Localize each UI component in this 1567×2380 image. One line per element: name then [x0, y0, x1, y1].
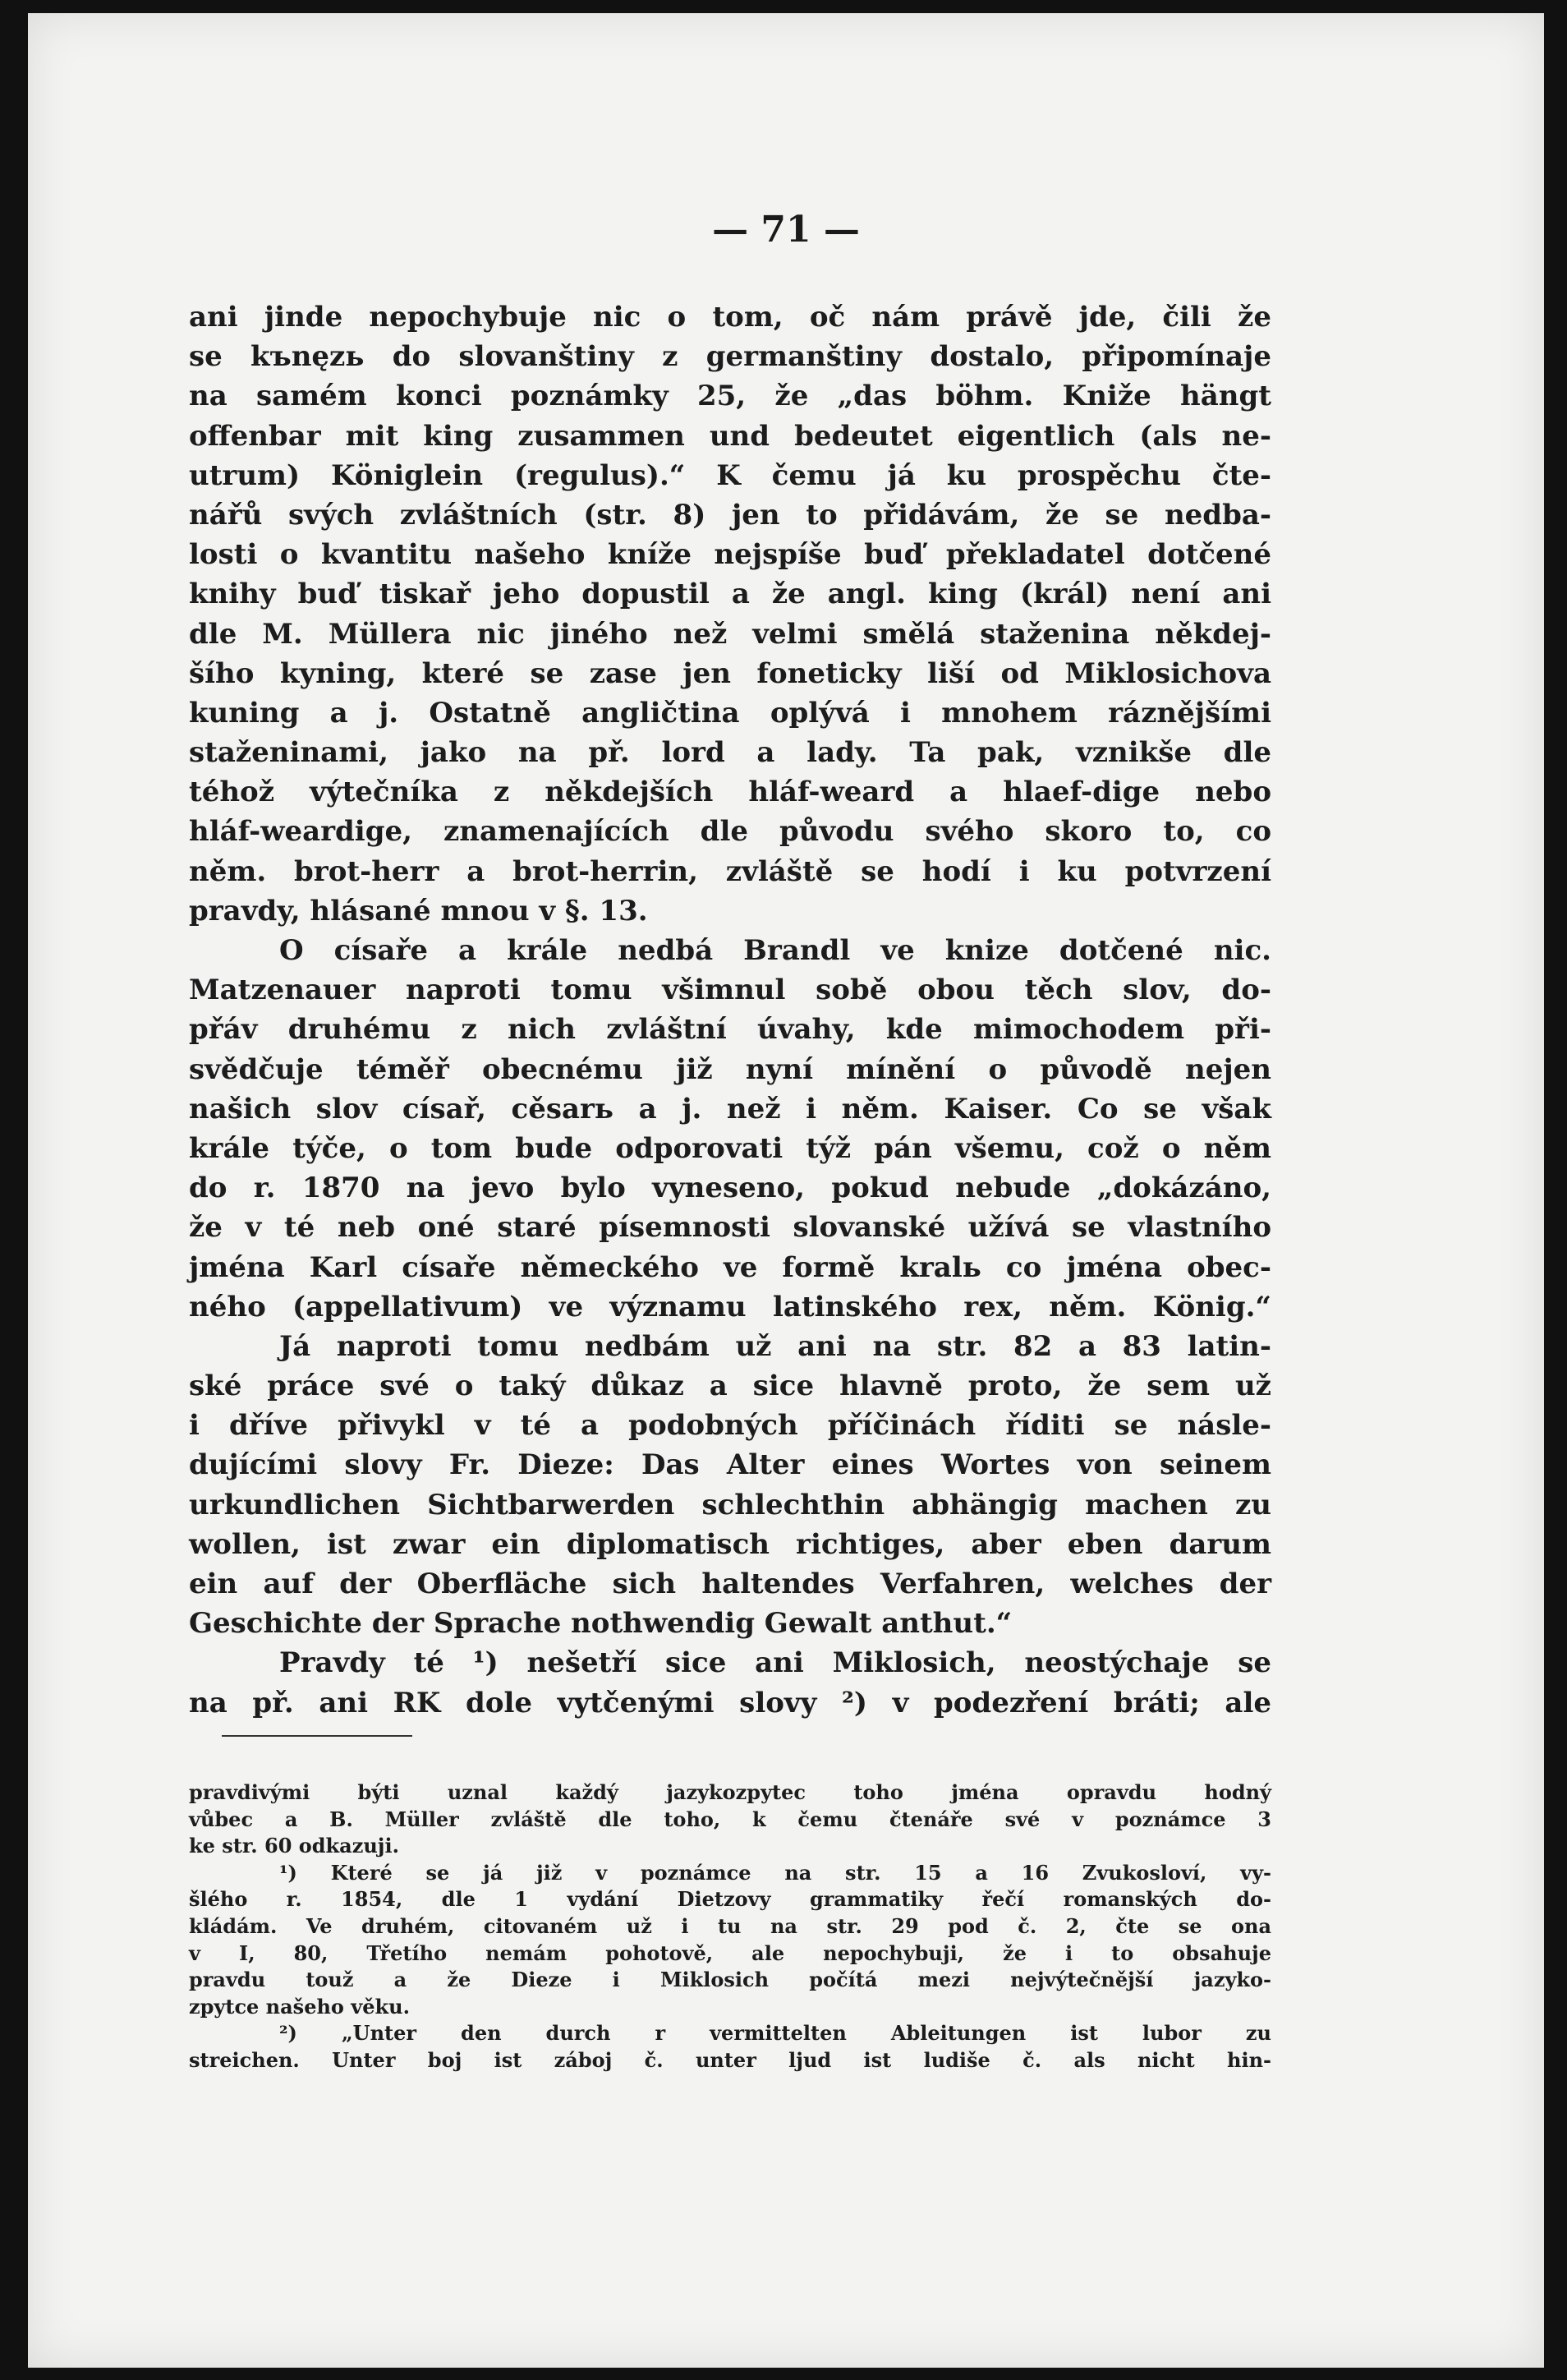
footnote-line: streichen. Unter boj ist záboj č. unter ljud ist ludiše č. als nicht hin-	[189, 2047, 1271, 2072]
footnote-separator	[222, 1735, 412, 1737]
page-number: — 71 —	[712, 209, 860, 251]
body-text-line: Pravdy té ¹) nešetří sice ani Miklosich, neostýchaje se	[279, 1646, 1271, 1680]
body-text-line: svědčuje téměř obecnému již nyní mínění o původě nejen	[189, 1052, 1271, 1086]
body-text-line: ani jinde nepochybuje nic o tom, oč nám právě jde, čili že	[189, 301, 1271, 334]
body-text-line: dujícími slovy Fr. Dieze: Das Alter eines Wortes von seinem	[189, 1448, 1271, 1482]
footnote-line: pravdivými býti uznal každý jazykozpytec toho jména opravdu hodný	[189, 1780, 1271, 1804]
body-text-line: šího kyning, které se zase jen foneticky liší od Miklosichova	[189, 656, 1271, 690]
footnote-line: ²) „Unter den durch r vermittelten Ableitungen ist lubor zu	[279, 2021, 1271, 2046]
body-text-line: na př. ani RK dole vytčenými slovy ²) v podezření bráti; ale	[189, 1686, 1271, 1719]
body-text-line: hláf-weardige, znamenajících dle původu svého skoro to, co	[189, 815, 1271, 849]
body-text-line: Geschichte der Sprache nothwendig Gewalt anthut.“	[189, 1607, 1013, 1641]
body-text-line: jména Karl císaře německého ve formě kralь co jména obec-	[189, 1250, 1271, 1284]
body-text-line: O císaře a krále nedbá Brandl ve knize dotčené nic.	[279, 934, 1271, 967]
body-text-line: se kъnęzь do slovanštiny z germanštiny dostalo, připomínaje	[189, 340, 1271, 374]
body-text-line: Já naproti tomu nedbám už ani na str. 82 a 83 latin-	[279, 1329, 1271, 1363]
body-text-line: urkundlichen Sichtbarwerden schlechthin abhängig machen zu	[189, 1488, 1271, 1521]
body-text-line: ného (appellativum) ve významu latinského rex, něm. König.“	[189, 1290, 1271, 1324]
footnote-line: ¹) Které se já již v poznámce na str. 15 a 16 Zvukosloví, vy-	[279, 1860, 1271, 1885]
body-text-line: kuning a j. Ostatně angličtina oplývá i mnohem ráznějšími	[189, 696, 1271, 730]
footnote-line: ke str. 60 odkazuji.	[189, 1834, 399, 1858]
body-text-line: dle M. Müllera nic jiného než velmi smělá staženina někdej-	[189, 617, 1271, 651]
footnote-line: pravdu touž a že Dieze i Miklosich počítá mezi nejvýtečnější jazyko-	[189, 1968, 1271, 1992]
footnotes	[189, 1779, 1271, 2074]
footnote-line: v I, 80, Třetího nemám pohotově, ale nepochybuji, že i to obsahuje	[189, 1940, 1271, 1965]
footnote-line: zpytce našeho věku.	[189, 1994, 410, 2019]
body-text-line: wollen, ist zwar ein diplomatisch richtiges, aber eben darum	[189, 1527, 1271, 1561]
body-text-line: že v té neb oné staré písemnosti slovanské užívá se vlastního	[189, 1211, 1271, 1245]
body-text-line: krále týče, o tom bude odporovati týž pán všemu, což o něm	[189, 1131, 1271, 1165]
body-text-line: offenbar mit king zusammen und bedeutet eigentlich (als ne-	[189, 419, 1271, 453]
body-text-line: i dříve přivykl v té a podobných příčinách říditi se násle-	[189, 1409, 1271, 1443]
body-text-line: ské práce své o taký důkaz a sice hlavně proto, že sem už	[189, 1370, 1271, 1403]
footnote-line: kládám. Ve druhém, citovaném už i tu na str. 29 pod č. 2, čte se ona	[189, 1913, 1271, 1938]
body-text-line: pravdy, hlásané mnou v §. 13.	[189, 894, 648, 928]
body-text-line: nářů svých zvláštních (str. 8) jen to přidávám, že se nedba-	[189, 498, 1271, 532]
body-text-line: něm. brot-herr a brot-herrin, zvláště se hodí i ku potvrzení	[189, 854, 1271, 888]
body-text-line: losti o kvantitu našeho kníže nejspíše buď překladatel dotčené	[189, 538, 1271, 572]
main-text	[189, 297, 1271, 1723]
body-text-line: staženinami, jako na př. lord a lady. Ta pak, vznikše dle	[189, 736, 1271, 770]
body-text-line: Matzenauer naproti tomu všimnul sobě obou těch slov, do-	[189, 974, 1271, 1007]
footnote-line: vůbec a B. Müller zvláště dle toho, k čemu čtenáře své v poznámce 3	[189, 1807, 1271, 1831]
footnote-line: šlého r. 1854, dle 1 vydání Dietzovy grammatiky řečí romanských do-	[189, 1887, 1271, 1912]
body-text-line: přáv druhému z nich zvláštní úvahy, kde mimochodem při-	[189, 1013, 1271, 1047]
book-page	[28, 13, 1544, 2368]
body-text-line: do r. 1870 na jevo bylo vyneseno, pokud nebude „dokázáno,	[189, 1172, 1271, 1205]
body-text-line: našich slov císař, cěsarь a j. než i něm. Kaiser. Co se však	[189, 1092, 1271, 1126]
body-text-line: na samém konci poznámky 25, že „das böhm. Kniže hängt	[189, 380, 1271, 413]
body-text-line: knihy buď tiskař jeho dopustil a že angl. king (král) není ani	[189, 578, 1271, 611]
body-text-line: ein auf der Oberfläche sich haltendes Verfahren, welches der	[189, 1567, 1271, 1600]
body-text-line: utrum) Königlein (regulus).“ K čemu já ku prospěchu čte-	[189, 458, 1271, 492]
body-text-line: téhož výtečníka z někdejších hláf-weard a hlaef-dige nebo	[189, 776, 1271, 809]
